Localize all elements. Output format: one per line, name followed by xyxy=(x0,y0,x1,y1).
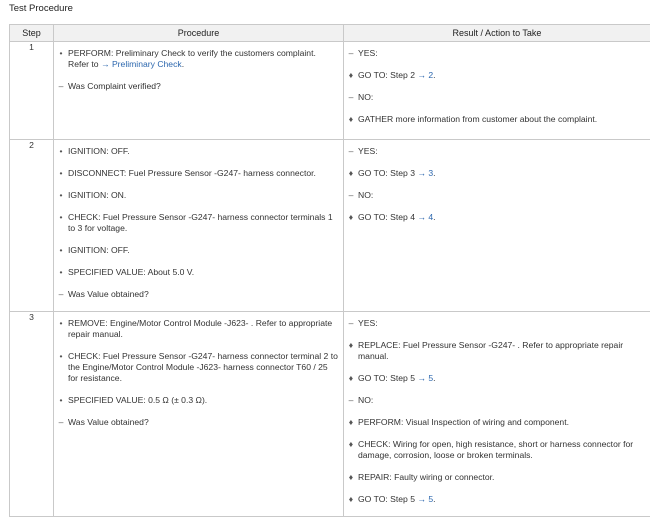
line-text: PERFORM: Visual Inspection of wiring and component. xyxy=(358,417,569,427)
result-line xyxy=(344,92,646,103)
diamond-bullet-icon: ♦ xyxy=(344,340,358,351)
result-line xyxy=(344,395,646,406)
table-row xyxy=(10,42,650,140)
bullet-icon: • xyxy=(54,168,68,179)
bullet-icon: • xyxy=(54,245,68,256)
line-text: YES: xyxy=(358,48,378,58)
procedure-line xyxy=(54,48,339,70)
procedure-line xyxy=(54,168,339,179)
diamond-bullet-icon: ♦ xyxy=(344,168,358,179)
line-text: GATHER more information from customer about the complaint. xyxy=(358,114,597,124)
dash-icon: – xyxy=(344,318,358,329)
dash-icon: – xyxy=(54,417,68,428)
dash-icon: – xyxy=(344,395,358,406)
result-line xyxy=(344,417,646,428)
line-text: REPLACE: Fuel Pressure Sensor -G247- . Refer to appropriate repair manual. xyxy=(358,340,623,361)
procedure-line xyxy=(54,351,339,384)
result-line xyxy=(344,439,646,461)
procedure-line xyxy=(54,245,339,256)
bullet-icon: • xyxy=(54,318,68,329)
cross-reference-link[interactable]: Preliminary Check xyxy=(112,59,182,69)
arrow-right-icon: → xyxy=(417,373,426,383)
line-text: PERFORM: Preliminary Check to verify the customers complaint. Refer to xyxy=(68,48,316,69)
step-column-header: Step xyxy=(10,25,54,42)
line-text: NO: xyxy=(358,395,373,405)
arrow-right-icon: → xyxy=(101,59,110,69)
arrow-right-icon: → xyxy=(417,494,426,504)
line-text: Was Value obtained? xyxy=(68,289,149,299)
line-text: IGNITION: ON. xyxy=(68,190,126,200)
result-line xyxy=(344,48,646,59)
line-tail: . xyxy=(433,373,435,383)
bullet-icon: • xyxy=(54,212,68,223)
procedure-line xyxy=(54,318,339,340)
dash-icon: – xyxy=(54,81,68,92)
result-cell xyxy=(344,42,650,140)
bullet-icon: • xyxy=(54,351,68,362)
result-line xyxy=(344,340,646,362)
line-text: Was Value obtained? xyxy=(68,417,149,427)
arrow-right-icon: → xyxy=(417,70,426,80)
dash-icon: – xyxy=(344,48,358,59)
result-line xyxy=(344,114,646,125)
diamond-bullet-icon: ♦ xyxy=(344,439,358,450)
procedure-cell xyxy=(54,140,344,312)
line-tail: . xyxy=(433,70,435,80)
diamond-bullet-icon: ♦ xyxy=(344,212,358,223)
line-text: CHECK: Wiring for open, high resistance, short or harness connector for damage, corrosion, loose or broken terminals. xyxy=(358,439,633,460)
result-line xyxy=(344,70,646,81)
page-title: Test Procedure xyxy=(9,3,73,14)
line-text: SPECIFIED VALUE: About 5.0 V. xyxy=(68,267,194,277)
diamond-bullet-icon: ♦ xyxy=(344,373,358,384)
line-tail: . xyxy=(433,168,435,178)
line-text: GO TO: Step 2 xyxy=(358,70,417,80)
dash-icon: – xyxy=(344,146,358,157)
line-text: YES: xyxy=(358,318,378,328)
dash-icon: – xyxy=(344,92,358,103)
cross-reference-link[interactable]: 4 xyxy=(428,212,433,222)
arrow-right-icon: → xyxy=(417,168,426,178)
procedure-line xyxy=(54,289,339,300)
result-line xyxy=(344,373,646,384)
dash-icon: – xyxy=(54,289,68,300)
line-text: GO TO: Step 4 xyxy=(358,212,417,222)
procedure-line xyxy=(54,395,339,406)
line-text: CHECK: Fuel Pressure Sensor -G247- harness connector terminal 2 to the Engine/Motor Control Module -J623- harness connector T60 / 25 for resistance. xyxy=(68,351,338,383)
procedure-line xyxy=(54,190,339,201)
line-text: DISCONNECT: Fuel Pressure Sensor -G247- harness connector. xyxy=(68,168,316,178)
result-line xyxy=(344,146,646,157)
bullet-icon: • xyxy=(54,146,68,157)
line-text: REPAIR: Faulty wiring or connector. xyxy=(358,472,494,482)
procedure-line xyxy=(54,81,339,92)
diamond-bullet-icon: ♦ xyxy=(344,417,358,428)
table-row xyxy=(10,140,650,312)
line-tail: . xyxy=(433,494,435,504)
line-text: NO: xyxy=(358,92,373,102)
cross-reference-link[interactable]: 5 xyxy=(428,494,433,504)
diamond-bullet-icon: ♦ xyxy=(344,494,358,505)
line-text: GO TO: Step 3 xyxy=(358,168,417,178)
line-tail: . xyxy=(433,212,435,222)
result-cell xyxy=(344,312,650,517)
step-number: 1 xyxy=(10,42,54,140)
diamond-bullet-icon: ♦ xyxy=(344,114,358,125)
result-column-header: Result / Action to Take xyxy=(344,25,650,42)
result-line xyxy=(344,472,646,483)
cross-reference-link[interactable]: 3 xyxy=(428,168,433,178)
procedure-line xyxy=(54,146,339,157)
step-number: 2 xyxy=(10,140,54,312)
table-row xyxy=(10,312,650,517)
line-tail: . xyxy=(182,59,184,69)
line-text: NO: xyxy=(358,190,373,200)
dash-icon: – xyxy=(344,190,358,201)
bullet-icon: • xyxy=(54,190,68,201)
line-text: Was Complaint verified? xyxy=(68,81,161,91)
bullet-icon: • xyxy=(54,267,68,278)
result-cell xyxy=(344,140,650,312)
line-text: SPECIFIED VALUE: 0.5 Ω (± 0.3 Ω). xyxy=(68,395,207,405)
result-line xyxy=(344,318,646,329)
cross-reference-link[interactable]: 2 xyxy=(428,70,433,80)
line-text: GO TO: Step 5 xyxy=(358,494,417,504)
result-line xyxy=(344,190,646,201)
line-text: IGNITION: OFF. xyxy=(68,245,130,255)
procedure-line xyxy=(54,417,339,428)
diamond-bullet-icon: ♦ xyxy=(344,70,358,81)
result-line xyxy=(344,212,646,223)
result-line xyxy=(344,168,646,179)
arrow-right-icon: → xyxy=(417,212,426,222)
line-text: YES: xyxy=(358,146,378,156)
procedure-line xyxy=(54,212,339,234)
procedure-cell xyxy=(54,42,344,140)
procedure-column-header: Procedure xyxy=(54,25,344,42)
line-text: IGNITION: OFF. xyxy=(68,146,130,156)
bullet-icon: • xyxy=(54,48,68,59)
procedure-cell xyxy=(54,312,344,517)
line-text: GO TO: Step 5 xyxy=(358,373,417,383)
line-text: REMOVE: Engine/Motor Control Module -J623- . Refer to appropriate repair manual. xyxy=(68,318,332,339)
cross-reference-link[interactable]: 5 xyxy=(428,373,433,383)
bullet-icon: • xyxy=(54,395,68,406)
test-procedure-table xyxy=(9,24,650,517)
step-number: 3 xyxy=(10,312,54,517)
line-text: CHECK: Fuel Pressure Sensor -G247- harness connector terminals 1 to 3 for voltage. xyxy=(68,212,333,233)
procedure-line xyxy=(54,267,339,278)
table-header-row xyxy=(10,25,650,42)
diamond-bullet-icon: ♦ xyxy=(344,472,358,483)
